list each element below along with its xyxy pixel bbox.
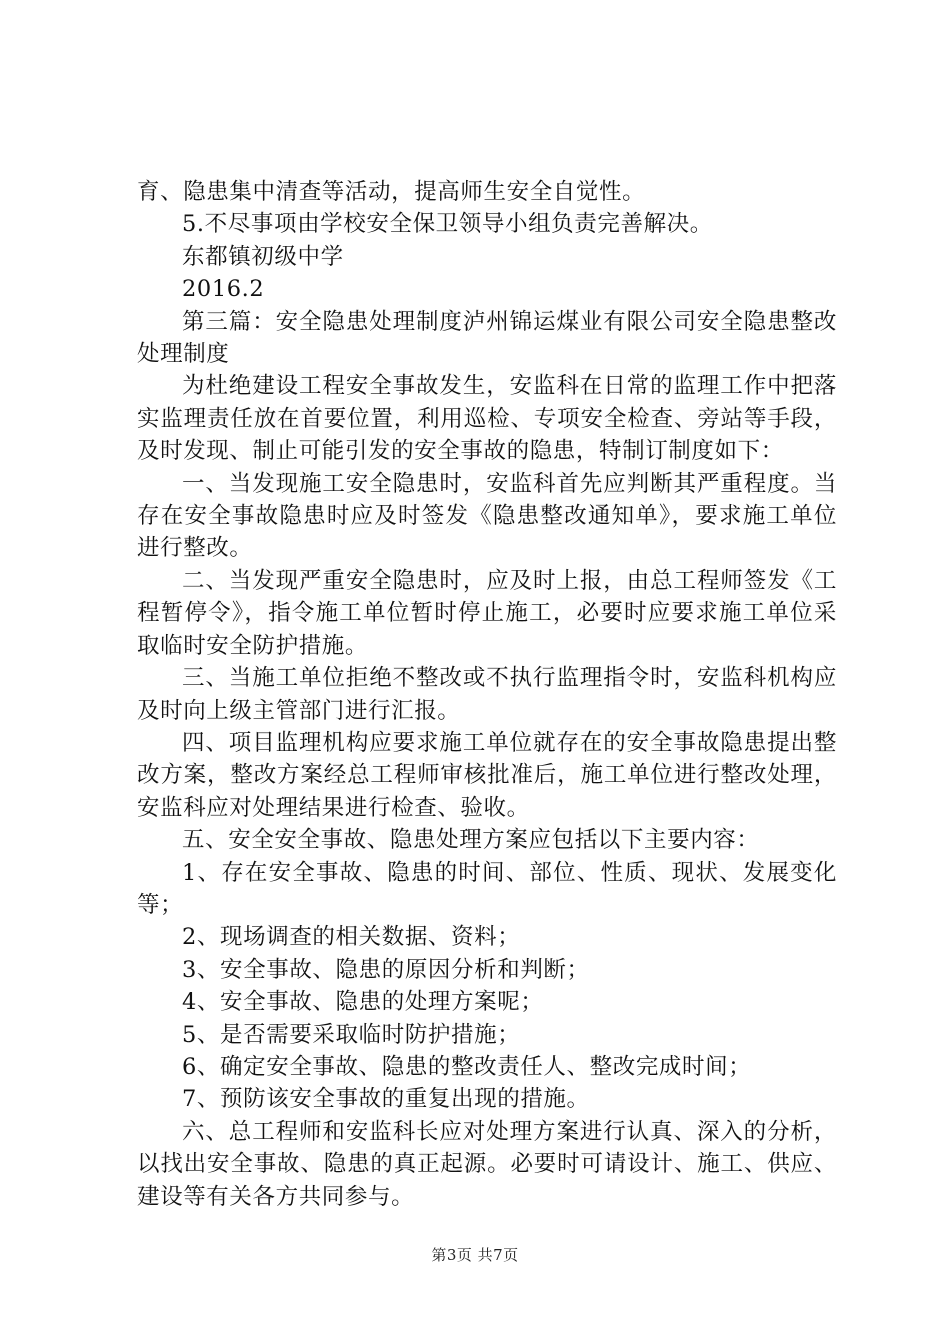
signature-school-name: 东都镇初级中学 <box>182 243 344 270</box>
paragraph-item-5: 5.不尽事项由学校安全保卫领导小组负责完善解决。 <box>182 211 713 238</box>
paragraph-clause-5: 五、安全安全事故、隐患处理方案应包括以下主要内容： <box>182 827 760 854</box>
paragraph-clause-6: 六、总工程师和安监科长应对处理方案进行认真、深入的分析，以找出安全事故、隐患的真正起源。必要时可请设计、施工、供应、建设等有关各方共同参与。 <box>137 1118 837 1210</box>
document-body <box>137 176 837 1213</box>
paragraph-intro: 为杜绝建设工程安全事故发生，安监科在日常的监理工作中把落实监理责任放在首要位置，利用巡检、专项安全检查、旁站等手段，及时发现、制止可能引发的安全事故的隐患，特制订制度如下： <box>137 373 837 465</box>
paragraph-clause-1: 一、当发现施工安全隐患时，安监科首先应判断其严重程度。当存在安全事故隐患时应及时签发《隐患整改通知单》，要求施工单位进行整改。 <box>137 470 837 562</box>
paragraph-clause-4: 四、项目监理机构应要求施工单位就存在的安全事故隐患提出整改方案，整改方案经总工程师审核批准后，施工单位进行整改处理，安监科应对处理结果进行检查、验收。 <box>137 729 837 821</box>
signature-date: 2016.2 <box>182 276 265 303</box>
section-title: 第三篇：安全隐患处理制度泸州锦运煤业有限公司安全隐患整改处理制度 <box>137 308 837 368</box>
list-item-7: 7、预防该安全事故的重复出现的措施。 <box>182 1086 590 1113</box>
list-item-4: 4、安全事故、隐患的处理方案呢； <box>182 989 544 1016</box>
list-item-1: 1、存在安全事故、隐患的时间、部位、性质、现状、发展变化等； <box>137 859 837 918</box>
list-item-3: 3、安全事故、隐患的原因分析和判断； <box>182 956 590 983</box>
list-item-6: 6、确定安全事故、隐患的整改责任人、整改完成时间； <box>182 1053 752 1080</box>
paragraph-clause-3: 三、当施工单位拒绝不整改或不执行监理指令时，安监科机构应及时向上级主管部门进行汇报。 <box>137 665 837 724</box>
paragraph-clause-2: 二、当发现严重安全隐患时，应及时上报，由总工程师签发《工程暂停令》，指令施工单位暂时停止施工，必要时应要求施工单位采取临时安全防护措施。 <box>137 567 837 659</box>
paragraph-continuation: 育、隐患集中清查等活动，提高师生安全自觉性。 <box>137 179 646 205</box>
list-item-2: 2、现场调查的相关数据、资料； <box>182 924 521 951</box>
list-item-5: 5、是否需要采取临时防护措施； <box>182 1021 521 1048</box>
page-footer: 第3页 共7页 <box>431 1246 519 1264</box>
